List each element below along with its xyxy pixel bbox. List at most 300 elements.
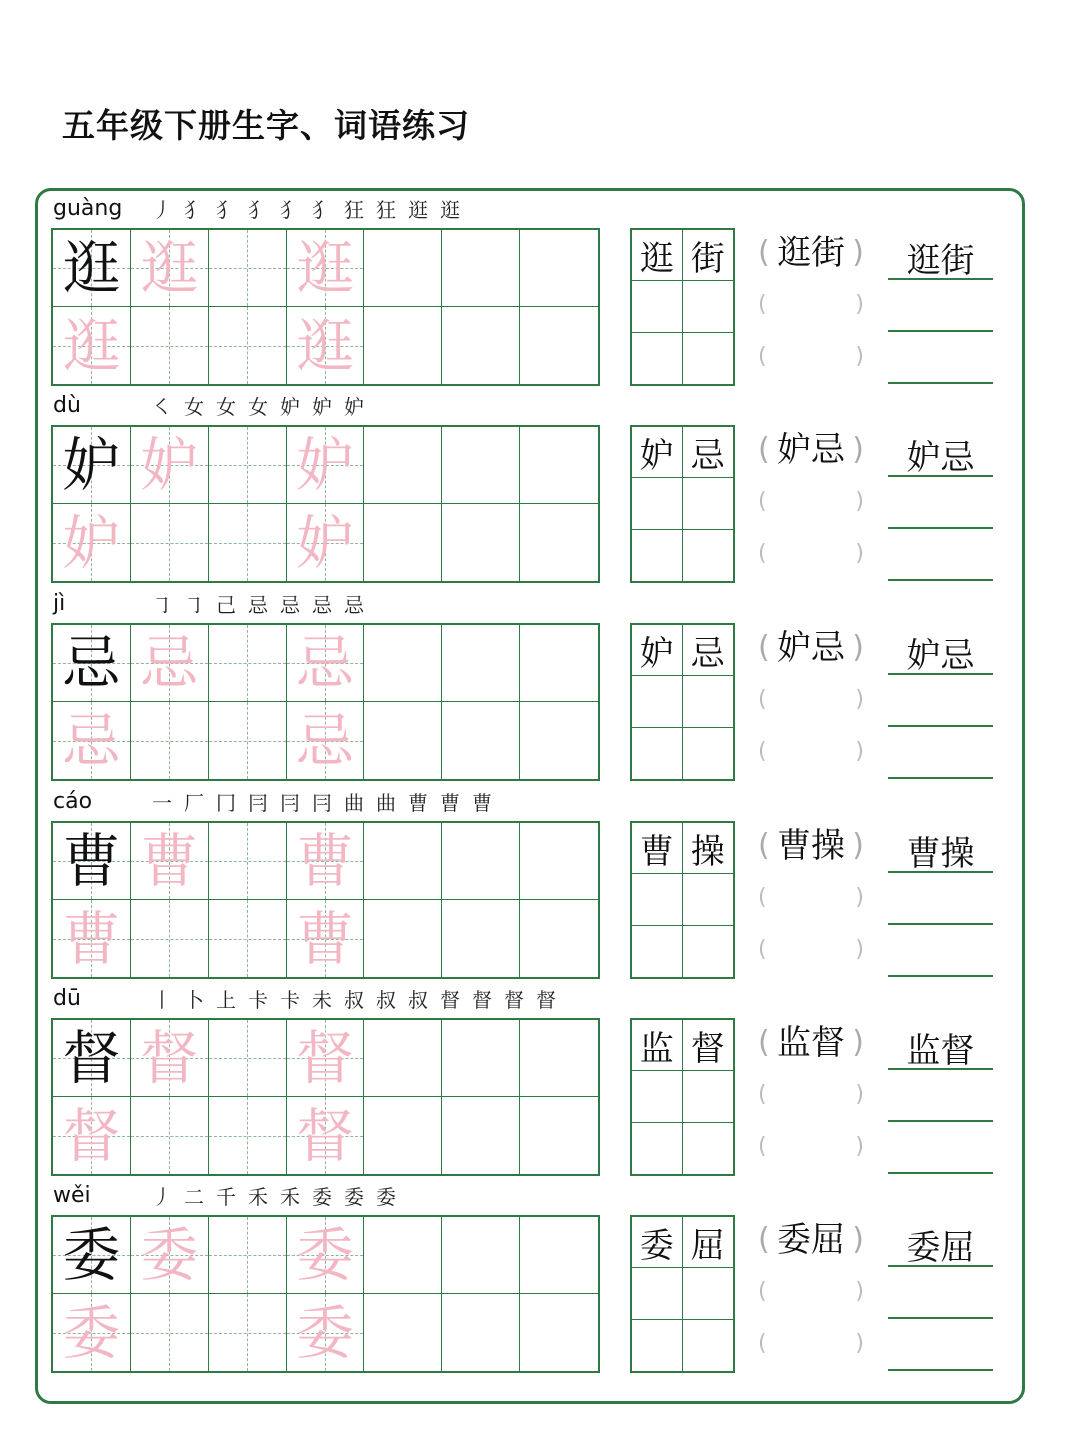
word-underline[interactable] [888,1084,993,1122]
trace-character: 委 [140,1221,199,1289]
trace-character: 督 [295,1024,354,1092]
word-cell[interactable] [683,1320,734,1371]
writing-cell[interactable] [442,1294,520,1371]
stroke-step: 未 [312,988,332,1012]
word-parentheses[interactable] [758,733,864,771]
word-underline[interactable] [888,887,993,925]
model-character: 督 [62,1024,121,1092]
writing-cell[interactable] [364,307,442,384]
left-paren: ( [758,1331,767,1356]
word-cell[interactable] [632,1268,683,1319]
word-underline [888,1229,993,1267]
word-underline [888,1032,993,1070]
right-paren: ) [855,1134,864,1159]
stroke-step: 忌 [312,593,332,617]
word-cell[interactable] [683,625,734,676]
stroke-step: 狂 [344,198,364,222]
writing-cell[interactable] [287,625,365,702]
practice-section [0,387,1080,585]
left-paren: ( [758,739,767,764]
word-cell[interactable] [632,281,683,332]
trace-character: 妒 [295,431,354,499]
trace-character: 督 [295,1101,354,1170]
trace-character: 忌 [62,706,121,775]
stroke-step: ㇆ [152,593,172,617]
writing-cell[interactable] [520,823,598,900]
word-character: 街 [690,238,725,279]
writing-cell[interactable] [364,702,442,779]
word-underline[interactable] [888,346,993,384]
writing-cell[interactable] [520,1097,598,1174]
trace-character: 忌 [295,629,354,697]
writing-cell[interactable] [209,1020,287,1097]
pinyin-label: jì [53,591,66,616]
practice-section [0,980,1080,1178]
stroke-step: 冃 [280,791,300,815]
stroke-order [146,787,498,816]
writing-cell[interactable] [364,1294,442,1371]
right-paren: ) [852,235,864,270]
writing-cell[interactable] [131,1217,209,1294]
word-cell[interactable] [632,1020,683,1071]
model-character: 委 [62,1221,121,1289]
stroke-step: 禾 [248,1185,268,1209]
word-character: 督 [690,1028,725,1069]
word-parentheses[interactable] [758,681,864,719]
word-text: 妒忌 [906,438,975,478]
right-paren: ) [852,1025,864,1060]
writing-cell[interactable] [520,1020,598,1097]
word-cell[interactable] [632,333,683,384]
word-underline[interactable] [888,689,993,727]
word-underline[interactable] [888,491,993,529]
word-grid [630,821,735,979]
word-cell[interactable] [632,625,683,676]
word-underline[interactable] [888,939,993,977]
stroke-step: 上 [216,988,236,1012]
word-cell[interactable] [632,1123,683,1174]
writing-cell[interactable] [442,823,520,900]
left-paren: ( [758,235,770,270]
stroke-order [146,589,370,618]
word-cell[interactable] [683,1071,734,1122]
word-underline [888,835,993,873]
writing-cell[interactable] [209,702,287,779]
writing-cell[interactable] [287,1097,365,1174]
right-paren: ) [855,344,864,369]
right-paren: ) [855,292,864,317]
right-paren: ) [855,687,864,712]
word-parentheses[interactable] [758,1325,864,1363]
right-paren: ) [855,489,864,514]
word-cell[interactable] [632,230,683,281]
word-underline[interactable] [888,741,993,779]
writing-grid [51,1018,600,1176]
writing-cell[interactable] [520,504,598,581]
model-character: 曹 [62,827,121,895]
word-cell[interactable] [632,1071,683,1122]
writing-cell[interactable] [53,823,131,900]
word-text: 监督 [777,1023,845,1063]
word-parentheses [758,629,864,667]
writing-cell[interactable] [520,625,598,702]
writing-cell[interactable] [53,702,131,779]
word-parentheses[interactable] [758,483,864,521]
word-text: 妒忌 [777,430,845,470]
word-cell[interactable] [683,530,734,581]
word-character: 逛 [639,238,674,279]
writing-cell[interactable] [209,427,287,504]
left-paren: ( [758,489,767,514]
stroke-order [146,391,370,420]
stroke-step: 犭 [312,198,332,222]
stroke-order [146,1181,402,1210]
word-cell[interactable] [632,478,683,529]
right-paren: ) [855,739,864,764]
trace-character: 委 [295,1298,354,1367]
stroke-step: 督 [536,988,556,1012]
trace-character: 妒 [62,508,121,577]
writing-cell[interactable] [209,307,287,384]
writing-cell[interactable] [287,307,365,384]
stroke-step: 督 [504,988,524,1012]
stroke-step: 千 [216,1185,236,1209]
model-character: 妒 [62,431,121,499]
trace-character: 曹 [295,904,354,973]
practice-section [0,190,1080,388]
writing-cell[interactable] [442,625,520,702]
writing-cell[interactable] [209,1294,287,1371]
page-title: 五年级下册生字、词语练习 [62,106,470,145]
word-cell[interactable] [683,728,734,779]
right-paren: ) [855,1331,864,1356]
word-character: 委 [639,1225,674,1266]
writing-cell[interactable] [287,230,365,307]
stroke-step: 厂 [184,791,204,815]
word-text: 委屈 [777,1220,845,1260]
stroke-step: 逛 [440,198,460,222]
writing-cell[interactable] [364,230,442,307]
trace-character: 妒 [140,431,199,499]
writing-cell[interactable] [53,427,131,504]
writing-cell[interactable] [53,1097,131,1174]
word-parentheses[interactable] [758,1273,864,1311]
stroke-step: 二 [184,1185,204,1209]
writing-cell[interactable] [520,230,598,307]
word-cell[interactable] [632,823,683,874]
trace-character: 逛 [62,311,121,380]
word-underline [888,439,993,477]
word-cell[interactable] [632,728,683,779]
writing-cell[interactable] [364,1217,442,1294]
word-underline [888,242,993,280]
stroke-step: 冃 [312,791,332,815]
writing-cell[interactable] [442,900,520,977]
writing-cell[interactable] [131,702,209,779]
word-grid [630,1018,735,1176]
writing-cell[interactable] [520,307,598,384]
writing-grid [51,821,600,979]
stroke-step: 妒 [344,395,364,419]
writing-cell[interactable] [287,504,365,581]
word-cell[interactable] [683,1268,734,1319]
trace-character: 委 [295,1221,354,1289]
writing-cell[interactable] [287,702,365,779]
writing-cell[interactable] [364,504,442,581]
trace-character: 逛 [140,234,199,302]
stroke-step: 犭 [248,198,268,222]
practice-section [0,1177,1080,1375]
left-paren: ( [758,344,767,369]
stroke-step: ㇆ [184,593,204,617]
left-paren: ( [758,1082,767,1107]
stroke-step: 叔 [376,988,396,1012]
word-cell[interactable] [683,478,734,529]
stroke-step: 督 [440,988,460,1012]
word-parentheses [758,234,864,272]
stroke-step: 己 [216,593,236,617]
writing-cell[interactable] [364,1020,442,1097]
word-parentheses[interactable] [758,931,864,969]
writing-cell[interactable] [364,625,442,702]
writing-cell[interactable] [364,900,442,977]
word-text: 逛街 [777,233,845,273]
word-parentheses[interactable] [758,1128,864,1166]
right-paren: ) [852,1222,864,1257]
word-cell[interactable] [683,281,734,332]
writing-cell[interactable] [131,900,209,977]
writing-cell[interactable] [209,900,287,977]
word-character: 监 [639,1028,674,1069]
word-cell[interactable] [683,1020,734,1071]
writing-cell[interactable] [442,427,520,504]
word-grid [630,623,735,781]
writing-cell[interactable] [53,504,131,581]
right-paren: ) [852,828,864,863]
word-cell[interactable] [683,427,734,478]
right-paren: ) [855,541,864,566]
stroke-step: 卡 [280,988,300,1012]
pinyin-label: guàng [53,196,123,221]
left-paren: ( [758,541,767,566]
stroke-order [146,984,562,1013]
writing-cell[interactable] [520,1217,598,1294]
writing-cell[interactable] [209,625,287,702]
trace-character: 曹 [295,827,354,895]
stroke-step: 逛 [408,198,428,222]
writing-cell[interactable] [131,230,209,307]
writing-cell[interactable] [131,504,209,581]
writing-cell[interactable] [209,823,287,900]
word-character: 妒 [639,435,674,476]
writing-cell[interactable] [442,307,520,384]
word-cell[interactable] [632,530,683,581]
word-text: 曹操 [906,834,975,874]
writing-cell[interactable] [287,427,365,504]
writing-grid [51,1215,600,1373]
stroke-step: 丿 [152,198,172,222]
word-cell[interactable] [632,1217,683,1268]
word-cell[interactable] [632,1320,683,1371]
word-text: 妒忌 [777,628,845,668]
word-character: 曹 [639,831,674,872]
word-cell[interactable] [683,823,734,874]
left-paren: ( [758,687,767,712]
writing-cell[interactable] [520,1294,598,1371]
stroke-step: 妒 [280,395,300,419]
writing-cell[interactable] [131,1097,209,1174]
word-parentheses[interactable] [758,879,864,917]
writing-cell[interactable] [442,1097,520,1174]
writing-cell[interactable] [287,1217,365,1294]
model-character: 忌 [62,629,121,697]
writing-cell[interactable] [442,1217,520,1294]
stroke-step: 犭 [216,198,236,222]
writing-cell[interactable] [364,1097,442,1174]
word-grid [630,425,735,583]
stroke-step: 女 [216,395,236,419]
stroke-step: 妒 [312,395,332,419]
stroke-step: 一 [152,791,172,815]
writing-cell[interactable] [131,307,209,384]
word-underline[interactable] [888,543,993,581]
writing-cell[interactable] [53,230,131,307]
pinyin-label: dù [53,393,81,418]
stroke-step: 犭 [184,198,204,222]
word-underline[interactable] [888,1136,993,1174]
left-paren: ( [758,937,767,962]
stroke-step: 委 [376,1185,396,1209]
writing-cell[interactable] [131,427,209,504]
word-parentheses[interactable] [758,1076,864,1114]
writing-grid [51,623,600,781]
right-paren: ) [855,1082,864,1107]
word-grid [630,228,735,386]
word-cell[interactable] [683,1123,734,1174]
writing-cell[interactable] [364,823,442,900]
word-parentheses [758,1024,864,1062]
word-cell[interactable] [683,926,734,977]
word-cell[interactable] [632,874,683,925]
writing-cell[interactable] [442,1020,520,1097]
word-cell[interactable] [683,1217,734,1268]
left-paren: ( [758,432,770,467]
left-paren: ( [758,630,770,665]
model-character: 逛 [62,234,121,302]
trace-character: 逛 [295,234,354,302]
writing-cell[interactable] [209,1097,287,1174]
writing-cell[interactable] [131,625,209,702]
stroke-step: 曲 [376,791,396,815]
writing-cell[interactable] [287,900,365,977]
word-text: 监督 [906,1031,975,1071]
left-paren: ( [758,292,767,317]
word-character: 妒 [639,633,674,674]
writing-cell[interactable] [364,427,442,504]
left-paren: ( [758,1134,767,1159]
stroke-step: 曹 [440,791,460,815]
writing-cell[interactable] [287,823,365,900]
trace-character: 督 [140,1024,199,1092]
word-cell[interactable] [632,676,683,727]
word-cell[interactable] [683,676,734,727]
practice-section [0,585,1080,783]
word-cell[interactable] [632,926,683,977]
stroke-order [146,194,466,223]
stroke-step: 卡 [248,988,268,1012]
writing-cell[interactable] [53,307,131,384]
stroke-step: 叔 [408,988,428,1012]
trace-character: 逛 [295,311,354,380]
word-text: 逛街 [906,241,975,281]
writing-cell[interactable] [131,823,209,900]
writing-cell[interactable] [442,702,520,779]
writing-cell[interactable] [131,1020,209,1097]
right-paren: ) [855,1279,864,1304]
writing-cell[interactable] [209,1217,287,1294]
writing-cell[interactable] [442,504,520,581]
word-grid [630,1215,735,1373]
stroke-step: 曹 [472,791,492,815]
writing-grid [51,425,600,583]
word-underline [888,637,993,675]
word-parentheses [758,1221,864,1259]
word-cell[interactable] [683,874,734,925]
word-parentheses[interactable] [758,286,864,324]
word-character: 屈 [690,1225,725,1266]
stroke-step: 女 [248,395,268,419]
stroke-step: 禾 [280,1185,300,1209]
writing-cell[interactable] [287,1020,365,1097]
word-underline[interactable] [888,294,993,332]
word-parentheses[interactable] [758,535,864,573]
left-paren: ( [758,1279,767,1304]
stroke-step: 委 [312,1185,332,1209]
stroke-step: 狂 [376,198,396,222]
writing-cell[interactable] [520,427,598,504]
trace-character: 曹 [140,827,199,895]
stroke-step: 冂 [216,791,236,815]
word-cell[interactable] [632,427,683,478]
writing-cell[interactable] [520,900,598,977]
word-character: 操 [690,831,725,872]
stroke-step: 曹 [408,791,428,815]
writing-cell[interactable] [209,504,287,581]
word-cell[interactable] [683,230,734,281]
trace-character: 妒 [295,508,354,577]
writing-cell[interactable] [442,230,520,307]
word-parentheses[interactable] [758,338,864,376]
writing-cell[interactable] [520,702,598,779]
trace-character: 委 [62,1298,121,1367]
trace-character: 督 [62,1101,121,1170]
writing-cell[interactable] [53,1294,131,1371]
word-underline[interactable] [888,1333,993,1371]
writing-cell[interactable] [53,1217,131,1294]
word-parentheses [758,431,864,469]
writing-cell[interactable] [53,1020,131,1097]
word-underline[interactable] [888,1281,993,1319]
writing-cell[interactable] [53,625,131,702]
stroke-step: 犭 [280,198,300,222]
writing-cell[interactable] [287,1294,365,1371]
writing-cell[interactable] [131,1294,209,1371]
writing-cell[interactable] [209,230,287,307]
writing-cell[interactable] [53,900,131,977]
right-paren: ) [852,432,864,467]
left-paren: ( [758,828,770,863]
word-cell[interactable] [683,333,734,384]
